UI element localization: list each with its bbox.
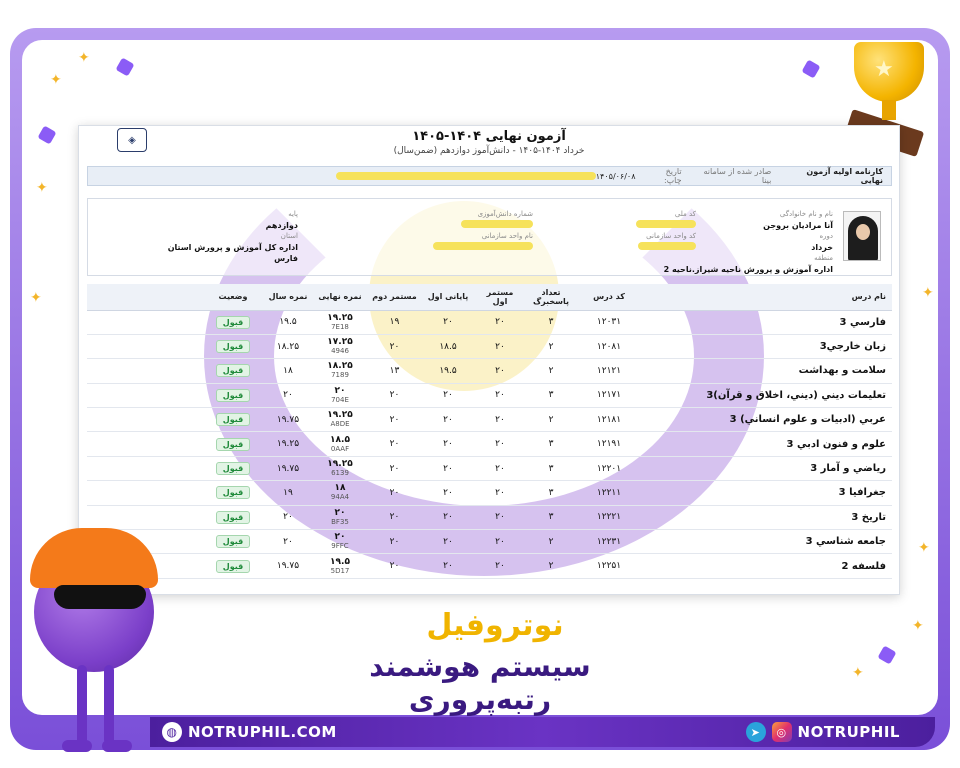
grade-year: ۲۰: [263, 530, 313, 554]
grade-final1: ۱۹.۵: [422, 359, 474, 383]
grade-final1: ۲۰: [422, 505, 474, 529]
sparkle-icon: ✦: [922, 285, 934, 301]
course-name: زبان خارجي3: [642, 334, 892, 358]
sparkle-icon: ✦: [912, 618, 924, 634]
sparkle-icon: ✦: [50, 72, 62, 88]
sheet-count: ۲: [526, 359, 576, 383]
grade-m1: ۲۰: [474, 334, 526, 358]
grade-final1: ۲۰: [422, 456, 474, 480]
th-year: نمره سال: [263, 284, 313, 310]
student-info: [87, 198, 892, 276]
student-term: خرداد: [811, 243, 833, 252]
course-name: جامعه شناسي 3: [642, 530, 892, 554]
course-code: ۱۲۰۸۱: [576, 334, 642, 358]
redacted-field: [638, 242, 696, 250]
student-col-school: شماره دانش‌آموزی نام واحد سازمانی: [423, 209, 533, 253]
grade-m1: ۲۰: [474, 432, 526, 456]
sheet-count: ۲: [526, 554, 576, 578]
grade-year: ۱۹.۷۵: [263, 456, 313, 480]
course-name: سلامت و بهداشت: [642, 359, 892, 383]
status-badge: قبول: [216, 389, 250, 402]
globe-icon: ◍: [162, 722, 182, 742]
grade-final1: ۲۰: [422, 408, 474, 432]
grade-year: ۱۹.۷۵: [263, 408, 313, 432]
status-cell: [203, 505, 263, 529]
table-row: [87, 408, 892, 432]
grade-m2: ۲۰: [367, 456, 422, 480]
redacted-field: [461, 220, 533, 228]
th-m2: مستمر دوم: [367, 284, 422, 310]
report-header: [79, 126, 899, 164]
grade-m2: ۲۰: [367, 530, 422, 554]
report-title: آزمون نهایی ۱۴۰۴-۱۴۰۵: [412, 129, 566, 144]
grade-year: ۱۹.۷۵: [263, 554, 313, 578]
grades-table: [87, 284, 892, 579]
status-cell: [203, 554, 263, 578]
sheet-count: ۲: [526, 530, 576, 554]
status-cell: [203, 408, 263, 432]
table-header-row: [87, 284, 892, 310]
grade-final: ۱۸ 94A4: [313, 481, 367, 505]
status-badge: قبول: [216, 364, 250, 377]
grade-final: ۱۹.۵ 5D17: [313, 554, 367, 578]
table-row: [87, 456, 892, 480]
table-row: [87, 310, 892, 334]
status-cell: [203, 456, 263, 480]
grade-final: ۱۹.۲۵ 7E18: [313, 310, 367, 334]
course-name: رياضي و آمار 3: [642, 456, 892, 480]
status-cell: [203, 383, 263, 407]
status-cell: [203, 334, 263, 358]
grade-final1: ۲۰: [422, 530, 474, 554]
course-name: علوم و فنون ادبي 3: [642, 432, 892, 456]
course-code: ۱۲۲۱۱: [576, 481, 642, 505]
print-date: ۱۴۰۵/۰۶/۰۸: [595, 171, 636, 181]
telegram-icon: ➤: [746, 722, 766, 742]
grade-final: ۲۰ 9FFC: [313, 530, 367, 554]
course-name: تاريخ 3: [642, 505, 892, 529]
status-badge: قبول: [216, 535, 250, 548]
brand-subtitle: سیستم هوشمند رتبه‌پروری: [369, 650, 591, 716]
info-bar: [87, 166, 892, 186]
status-badge: قبول: [216, 316, 250, 329]
status-badge: قبول: [216, 413, 250, 426]
sparkle-icon: ✦: [918, 540, 930, 556]
course-name: فلسفه 2: [642, 554, 892, 578]
report-subtitle: خرداد ۱۴۰۴-۱۴۰۵ - دانش‌آموز دوازدهم (ضمن‌سال): [393, 146, 585, 156]
course-code: ۱۲۲۵۱: [576, 554, 642, 578]
redacted-field: [636, 220, 696, 228]
sheet-count: ۳: [526, 456, 576, 480]
course-code: ۱۲۱۲۱: [576, 359, 642, 383]
course-code: ۱۲۰۳۱: [576, 310, 642, 334]
grade-final1: ۲۰: [422, 554, 474, 578]
grade-m2: ۱۹: [367, 310, 422, 334]
info-bar-label: کارنامه اولیه آزمون نهایی: [806, 167, 883, 185]
grade-final1: ۲۰: [422, 481, 474, 505]
sheet-count: ۲: [526, 408, 576, 432]
social-text: NOTRUPHIL: [797, 723, 900, 741]
student-photo: [843, 211, 881, 261]
course-code: ۱۲۱۸۱: [576, 408, 642, 432]
grade-m2: ۲۰: [367, 481, 422, 505]
course-name: تعليمات ديني (ديني، اخلاق و قرآن)3: [642, 383, 892, 407]
th-status: وضعیت: [203, 284, 263, 310]
table-row: [87, 505, 892, 529]
grade-m2: ۲۰: [367, 334, 422, 358]
sheet-count: ۳: [526, 505, 576, 529]
grades-body: [87, 310, 892, 578]
print-date-label: تاریخ چاپ:: [663, 167, 682, 185]
course-name: عربي (ادبيات و علوم انساني) 3: [642, 408, 892, 432]
sparkle-icon: ✦: [36, 180, 48, 196]
grade-m1: ۲۰: [474, 310, 526, 334]
grade-m1: ۲۰: [474, 505, 526, 529]
brand-title: نوتروفیل: [426, 608, 564, 643]
grade-m2: ۲۰: [367, 383, 422, 407]
table-row: [87, 530, 892, 554]
sheet-count: ۳: [526, 310, 576, 334]
grade-m2: ۲۰: [367, 554, 422, 578]
grade-final: ۱۹.۲۵ A8DE: [313, 408, 367, 432]
grade-m1: ۲۰: [474, 359, 526, 383]
grade-final: ۱۸.۲۵ 7189: [313, 359, 367, 383]
grade-m1: ۲۰: [474, 456, 526, 480]
table-row: [87, 359, 892, 383]
status-badge: قبول: [216, 462, 250, 475]
student-col-name: نام و نام خانوادگی آنا مرادیان بروجن دوره خرداد منطقه اداره آموزش و پرورش ناحیه شیراز.ناحیه 2: [663, 210, 833, 274]
grade-m2: ۱۳: [367, 359, 422, 383]
social-handle[interactable]: [746, 720, 900, 744]
instagram-icon: ◎: [772, 722, 792, 742]
sparkle-icon: ✦: [78, 50, 90, 66]
student-grade: دوازدهم: [265, 221, 298, 230]
redacted-field: [336, 172, 596, 180]
grade-year: ۱۹: [263, 481, 313, 505]
issued-note: صادر شده از سامانه بینا: [703, 167, 772, 185]
grade-final: ۱۹.۲۵ 6139: [313, 456, 367, 480]
status-cell: [203, 310, 263, 334]
grade-year: ۱۸.۲۵: [263, 334, 313, 358]
grade-final: ۲۰ BF35: [313, 505, 367, 529]
grade-m2: ۲۰: [367, 408, 422, 432]
th-final1: پایانی اول: [422, 284, 474, 310]
status-badge: قبول: [216, 340, 250, 353]
grade-final: ۲۰ 704E: [313, 383, 367, 407]
course-code: ۱۲۲۳۱: [576, 530, 642, 554]
status-cell: [203, 432, 263, 456]
status-cell: [203, 359, 263, 383]
website-link[interactable]: [162, 720, 337, 744]
status-cell: [203, 481, 263, 505]
grade-year: ۲۰: [263, 383, 313, 407]
table-row: [87, 432, 892, 456]
status-cell: [203, 530, 263, 554]
grade-m2: ۲۰: [367, 505, 422, 529]
student-province: اداره کل آموزش و پرورش استان فارس: [167, 243, 298, 263]
student-col-grade: پایه دوازدهم استان اداره کل آموزش و پرورش استان فارس: [148, 209, 298, 264]
th-name: نام درس: [642, 284, 892, 310]
grade-year: ۱۹.۲۵: [263, 432, 313, 456]
sheet-count: ۳: [526, 383, 576, 407]
status-badge: قبول: [216, 511, 250, 524]
grade-year: ۱۹.۵: [263, 310, 313, 334]
sheet-count: ۳: [526, 481, 576, 505]
redacted-field: [433, 242, 533, 250]
grade-final1: ۱۸.۵: [422, 334, 474, 358]
course-code: ۱۲۱۹۱: [576, 432, 642, 456]
grade-final1: ۲۰: [422, 310, 474, 334]
table-row: [87, 481, 892, 505]
th-final: نمره نهایی: [313, 284, 367, 310]
grade-final1: ۲۰: [422, 432, 474, 456]
sheet-count: ۲: [526, 334, 576, 358]
grade-final: ۱۷.۲۵ 4946: [313, 334, 367, 358]
status-badge: قبول: [216, 438, 250, 451]
student-region: اداره آموزش و پرورش ناحیه شیراز.ناحیه 2: [663, 265, 833, 274]
course-name: جغرافيا 3: [642, 481, 892, 505]
sparkle-icon: ✦: [852, 665, 864, 681]
grade-year: ۲۰: [263, 505, 313, 529]
report-card: [78, 125, 900, 595]
website-text: NOTRUPHIL.COM: [188, 723, 337, 741]
student-name: آنا مرادیان بروجن: [763, 221, 833, 230]
th-m1: مستمر اول: [474, 284, 526, 310]
table-row: [87, 383, 892, 407]
course-name: فارسي 3: [642, 310, 892, 334]
course-code: ۱۲۲۰۱: [576, 456, 642, 480]
grade-m1: ۲۰: [474, 530, 526, 554]
th-code: کد درس: [576, 284, 642, 310]
table-row: [87, 554, 892, 578]
course-code: ۱۲۱۷۱: [576, 383, 642, 407]
course-code: ۱۲۲۲۱: [576, 505, 642, 529]
student-col-codes: کد ملی کد واحد سازمانی: [636, 209, 696, 253]
grade-year: ۱۸: [263, 359, 313, 383]
grade-final: ۱۸.۵ 0AAF: [313, 432, 367, 456]
grade-final1: ۲۰: [422, 383, 474, 407]
grade-m1: ۲۰: [474, 481, 526, 505]
grade-m1: ۲۰: [474, 383, 526, 407]
ministry-logo-icon: ◈: [117, 128, 147, 152]
table-row: [87, 334, 892, 358]
sheet-count: ۳: [526, 432, 576, 456]
th-count: تعداد پاسخبرگ: [526, 284, 576, 310]
trophy-icon: ★: [842, 42, 952, 162]
grade-m2: ۲۰: [367, 432, 422, 456]
grade-m1: ۲۰: [474, 408, 526, 432]
grade-m1: ۲۰: [474, 554, 526, 578]
sparkle-icon: ✦: [30, 290, 42, 306]
status-badge: قبول: [216, 560, 250, 573]
status-badge: قبول: [216, 486, 250, 499]
